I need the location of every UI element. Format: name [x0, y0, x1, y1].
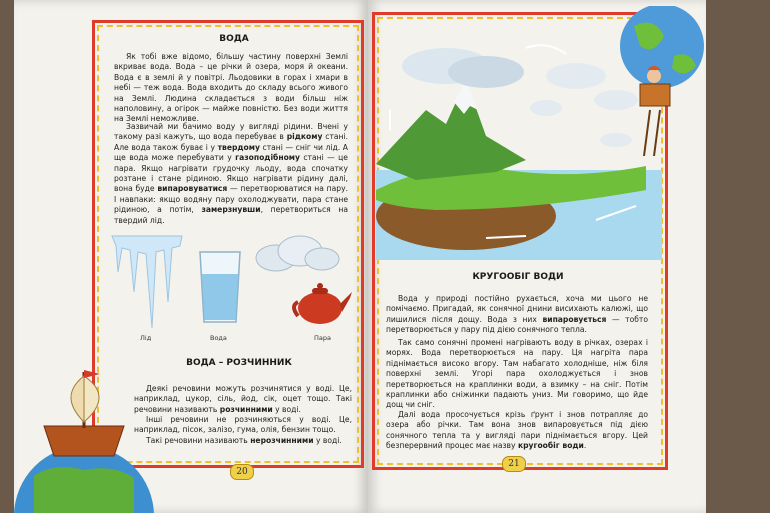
paragraph-insoluble-term: Такі речовини називають нерозчинними у воді.: [146, 436, 342, 445]
left-page-title: ВОДА: [219, 34, 249, 44]
paragraph-cycle: Далі вода просочується крізь ґрунт і знов потрапляє до озера або річки. Там вона знов випаровується під дією сонячного тепла та у вигляді пари піднімається вгору. Цей безперервний процес має назву кругообіг води.: [386, 410, 648, 451]
icicles-illustration: [110, 232, 184, 332]
page-number-right: 21: [502, 456, 526, 472]
paragraph-soluble: Деякі речовини можуть розчинятися у воді. Це, наприклад, цукор, сіль, йод, сік, оцет тощо. Такі речовини називають розчинними у воді.: [134, 384, 352, 414]
caption-steam: Пара: [314, 334, 331, 342]
page-number-left: 20: [230, 464, 254, 480]
paragraph-puddles: Вода у природі постійно рухається, хоча ми цього не помічаємо. Пригадай, як сонячної днини висихають калюжі, що лишилися після дощу. Вода з них випаровується — тобто перетворюється у пару під дією сонячного тепла.: [386, 294, 648, 335]
balloon-globe-illustration: [604, 6, 706, 156]
teapot-illustration: [290, 276, 352, 328]
right-page: [368, 0, 706, 513]
paragraph-evaporation: Так само сонячні промені нагрівають воду в річках, озерах і морях. Вода перетворюється на пару. Ця нагріта пара піднімається високо вгору. Там набагато холодніше, ніж біля поверхні землі. Угорі пара охолоджується і знов перетворюється на краплинки води, а взимку – на сніг. Потім краплинки або сніжинки падають униз. Ми говоримо, що йде дощ чи сніг.: [386, 338, 648, 410]
caption-water: Вода: [210, 334, 227, 342]
paragraph-intro: Як тобі вже відомо, більшу частину поверхні Землі вкриває вода. Вода – це річки й озера, моря й океани. Вода є в землі й у повітрі. Льодовики в горах і хмари в небі — теж вода. Вода входить до складу всього живого на Землі. Людина складається з води більш ніж наполовину, а огірок — майже повністю. Без води життя на Землі неможливе.: [114, 52, 348, 124]
glass-of-water-illustration: [196, 248, 244, 326]
solvent-section-title: ВОДА – РОЗЧИННИК: [186, 358, 292, 368]
paragraph-states: Зазвичай ми бачимо воду у вигляді рідини. Вчені у такому разі кажуть, що вода перебуває в рідкому стані. Але вода також буває і у твердому стані — сніг чи лід. А ще вода може перебувати у газоподібному стані — це пара. Якщо нагрівати грудочку льоду, вода спочатку розтане і стане рідиною. Якщо нагрівати рідину далі, вона буде випаровуватися — перетворюватися на пару. І навпаки: якщо водяну пару охолоджувати, пара стане рідиною, а потім, замерзнувши, перетвориться на твердий лід.: [114, 122, 349, 225]
paragraph-insoluble: Інші речовини не розчиняються у воді. Це, наприклад, пісок, залізо, гума, олія, бензин тощо.: [134, 415, 352, 435]
water-cycle-title: КРУГООБІГ ВОДИ: [472, 272, 564, 282]
ship-on-globe-illustration: [14, 366, 154, 513]
caption-ice: Лід: [140, 334, 152, 342]
left-page: [14, 0, 368, 513]
cloud-illustration: [252, 234, 342, 274]
